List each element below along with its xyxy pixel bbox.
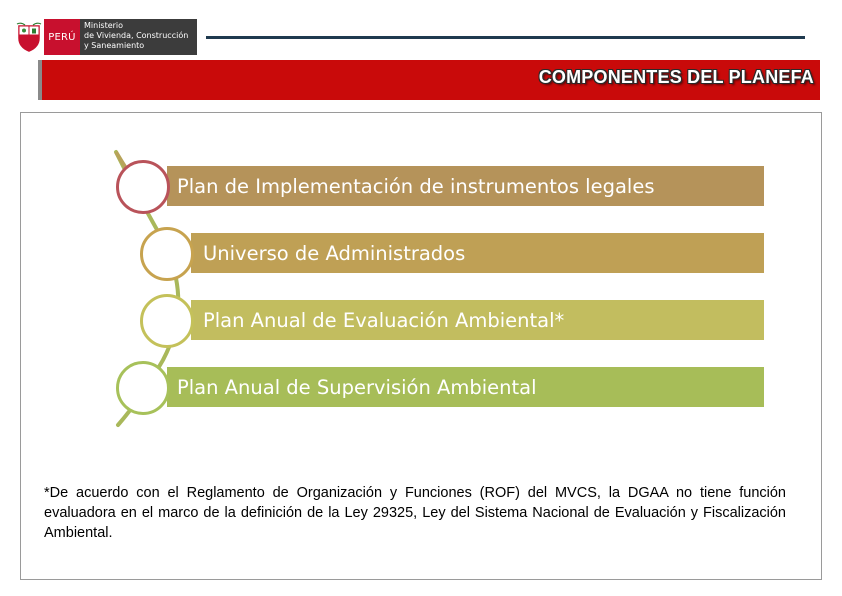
component-bar-2 xyxy=(191,233,764,273)
component-bar-1 xyxy=(167,166,764,206)
component-bar-3 xyxy=(191,300,764,340)
component-label-3: Plan Anual de Evaluación Ambiental* xyxy=(203,308,565,332)
bullet-circle-2 xyxy=(140,227,194,281)
page-title: COMPONENTES DEL PLANEFA xyxy=(538,67,814,87)
component-label-4: Plan Anual de Supervisión Ambiental xyxy=(177,375,537,399)
component-label-2: Universo de Administrados xyxy=(203,241,466,265)
component-bar-4 xyxy=(167,367,764,407)
component-label-1: Plan de Implementación de instrumentos legales xyxy=(177,174,655,198)
bullet-circle-4 xyxy=(116,361,170,415)
footnote-text: *De acuerdo con el Reglamento de Organización y Funciones (ROF) del MVCS, la DGAA no tiene función evaluadora en el marco de la definición de la Ley 29325, Ley del Sistema Nacional de Evaluación y Fiscalización Ambiental. xyxy=(44,485,786,541)
bullet-circle-3 xyxy=(140,294,194,348)
ministry-name: Ministerio de Vivienda, Construcción y Saneamiento xyxy=(80,19,197,55)
peru-label: PERÚ xyxy=(44,19,80,55)
bullet-circle-1 xyxy=(116,160,170,214)
